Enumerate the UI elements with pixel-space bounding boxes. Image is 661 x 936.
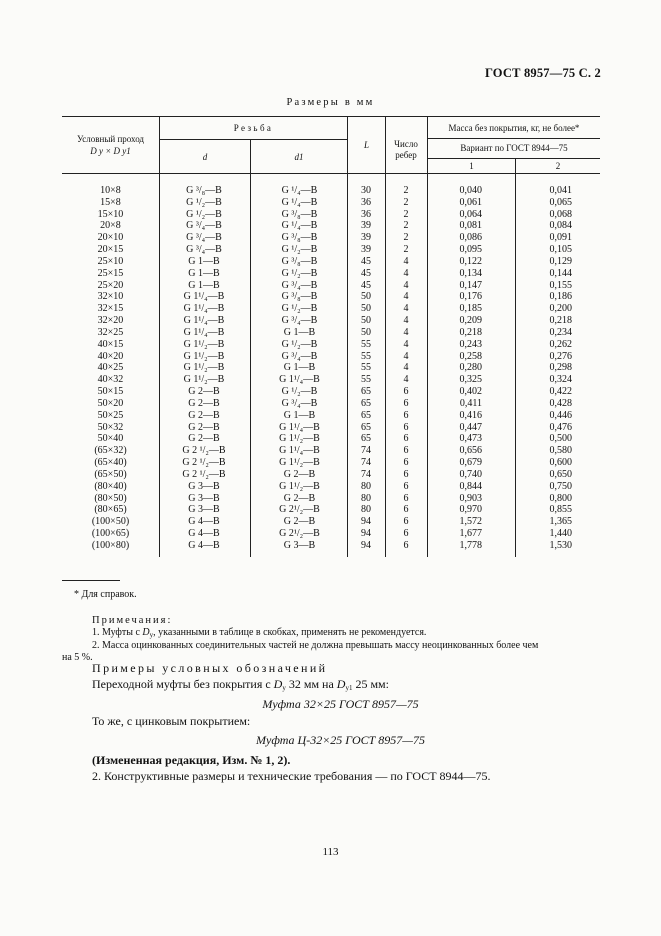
cell-d: G 2—B [188,421,220,433]
cell-ribs: 4 [403,303,409,315]
cell-L: 50 [361,315,371,327]
cell-L: 65 [361,397,371,409]
cell-L: 65 [361,386,371,398]
cell-d1: G 1¹/₄—B [279,445,320,457]
cell-d1: G 1¹/₄—B [279,374,320,386]
cell-d: G 2—B [188,433,220,445]
cell-d1: G 1—B [283,326,316,338]
cell-ribs: 4 [403,279,409,291]
cell-mass-1: 0,147 [459,279,482,291]
cell-L: 80 [361,480,371,492]
cell-ribs: 2 [403,185,409,196]
cell-ribs: 4 [403,291,409,303]
cell-mass-2: 0,084 [549,220,572,232]
cell-mass-1: 0,061 [459,196,482,208]
cell-L: 50 [361,291,371,303]
cell-mass-2: 0,068 [549,208,572,220]
cell-size: 32×20 [97,315,124,327]
col-variant-2: 2 [555,161,561,171]
cell-L: 55 [361,362,371,374]
cell-size: (100×65) [91,528,130,540]
cell-d1: G ¹/₄—B [281,196,318,208]
cell-mass-2: 0,422 [549,386,572,398]
cell-mass-1: 0,740 [459,468,482,480]
cell-ribs: 2 [403,220,409,232]
cell-mass-1: 1,572 [459,516,482,528]
cell-d: G 2 ¹/₂—B [182,457,226,469]
cell-mass-1: 0,325 [459,374,482,386]
cell-mass-1: 0,176 [459,291,482,303]
cell-size: (65×32) [94,445,127,457]
cell-size: (80×50) [94,492,127,504]
cell-d: G 3—B [188,480,220,492]
cell-size: (100×50) [91,516,130,528]
cell-d: G ¹/₂—B [186,208,222,220]
footnote: * Для справок. [74,589,137,600]
cell-mass-1: 0,122 [459,255,482,267]
example-1-text: Переходной муфты без покрытия с $D_y$ 32 мм на $D_{y1}$ 25 мм: [92,677,389,692]
cell-size: 32×25 [97,326,124,338]
cell-L: 36 [361,208,371,220]
cell-d: G 1¹/₄—B [183,303,225,315]
example-2-designation: Муфта Ц-32×25 ГОСТ 8957—75 [256,733,425,747]
cell-d1: G ¹/₂—B [281,267,318,279]
cell-L: 39 [361,232,371,244]
cell-ribs: 4 [403,362,409,374]
cell-mass-2: 1,365 [549,516,572,528]
cell-L: 36 [361,196,371,208]
cell-mass-1: 0,844 [459,480,482,492]
cell-L: 39 [361,244,371,256]
cell-ribs: 4 [403,374,409,386]
cell-size: 15×10 [97,208,124,220]
cell-mass-2: 0,580 [549,445,572,457]
dimensions-caption: Размеры в мм [286,97,375,108]
cell-mass-2: 0,446 [549,409,572,421]
cell-mass-1: 0,040 [459,185,482,196]
cell-d: G ³/₄—B [186,220,222,232]
cell-ribs: 2 [403,244,409,256]
cell-d1: G ³/₄—B [281,350,318,362]
cell-ribs: 2 [403,208,409,220]
page-number: 113 [322,846,339,858]
cell-mass-1: 0,081 [459,220,482,232]
cell-d: G 1¹/₂—B [183,338,225,350]
cell-mass-1: 0,185 [459,303,482,315]
cell-size: 20×8 [100,220,121,232]
cell-d: G 1¹/₄—B [183,291,225,303]
cell-d1: G 1¹/₂—B [279,433,320,445]
cell-mass-1: 0,679 [459,457,482,469]
cell-ribs: 6 [403,386,409,398]
col-size-label: Условный проход [76,134,145,144]
cell-size: (80×65) [94,504,127,516]
cell-d: G 4—B [188,539,220,551]
cell-d1: G ¹/₄—B [281,185,318,196]
cell-mass-2: 0,650 [549,468,572,480]
cell-mass-2: 0,324 [549,374,572,386]
cell-mass-1: 1,778 [459,539,482,551]
cell-size: 50×40 [97,433,124,445]
cell-L: 65 [361,421,371,433]
cell-d: G 1¹/₄—B [183,315,225,327]
cell-L: 50 [361,326,371,338]
col-d: d [202,152,208,162]
cell-mass-1: 0,134 [459,267,482,279]
cell-mass-2: 0,200 [549,303,572,315]
cell-mass-1: 0,402 [459,386,482,398]
cell-d1: G 1¹/₂—B [279,457,320,469]
cell-L: 74 [361,468,371,480]
cell-ribs: 6 [403,492,409,504]
cell-size: 25×10 [97,255,124,267]
cell-size: 15×8 [100,196,121,208]
cell-d1: G 1—B [283,409,316,421]
cell-mass-1: 0,218 [459,326,482,338]
cell-L: 30 [361,185,371,196]
cell-L: 80 [361,504,371,516]
cell-L: 50 [361,303,371,315]
cell-d: G 1—B [188,255,220,267]
col-thread-group: Резьба [233,123,274,133]
cell-ribs: 6 [403,516,409,528]
cell-d: G ¹/₂—B [186,196,222,208]
cell-L: 94 [361,516,371,528]
cell-ribs: 4 [403,338,409,350]
cell-mass-1: 0,447 [459,421,482,433]
cell-ribs: 6 [403,480,409,492]
cell-d: G 4—B [188,528,220,540]
cell-d: G 1¹/₄—B [183,326,225,338]
cell-ribs: 6 [403,421,409,433]
cell-d: G 1—B [188,279,220,291]
cell-size: 25×15 [97,267,124,279]
col-L: L [363,140,369,150]
col-mass-group: Масса без покрытия, кг, не более* [448,123,580,133]
cell-mass-2: 1,440 [549,528,572,540]
cell-L: 65 [361,409,371,421]
examples-title: Примеры условных обозначений [92,661,328,675]
example-2-text: То же, с цинковым покрытием: [92,714,251,728]
cell-mass-2: 0,144 [549,267,572,279]
cell-d1: G ¹/₂—B [281,338,318,350]
cell-mass-2: 0,855 [549,504,572,516]
cell-size: 40×25 [97,362,124,374]
cell-size: (80×40) [94,480,127,492]
cell-mass-1: 0,416 [459,409,482,421]
cell-d1: G 2—B [283,492,316,504]
cell-ribs: 4 [403,255,409,267]
cell-d1: G ¹/₂—B [281,244,318,256]
cell-L: 45 [361,255,371,267]
page-header: ГОСТ 8957—75 С. 2 [484,66,601,80]
cell-mass-2: 0,091 [549,232,572,244]
cell-size: 40×32 [97,374,124,386]
note-1: 1. Муфты с $D_y$, указанными в таблице в скобках, применять не рекомендуется. [92,627,427,639]
cell-L: 94 [361,528,371,540]
notes-title: Примечания: [92,615,173,626]
cell-ribs: 4 [403,315,409,327]
cell-size: 32×10 [97,291,124,303]
cell-mass-2: 0,041 [549,185,572,196]
cell-size: 20×10 [97,232,124,244]
edition-note: (Измененная редакция, Изм. № 1, 2). [92,753,291,767]
cell-L: 74 [361,445,371,457]
cell-size: 25×20 [97,279,124,291]
cell-mass-2: 0,750 [549,480,572,492]
cell-ribs: 6 [403,409,409,421]
cell-d: G 2 ¹/₂—B [182,445,226,457]
cell-d: G 2 ¹/₂—B [182,468,226,480]
cell-mass-2: 0,276 [549,350,572,362]
cell-ribs: 6 [403,433,409,445]
cell-ribs: 2 [403,232,409,244]
cell-d: G 1¹/₂—B [183,362,225,374]
cell-mass-1: 1,677 [459,528,482,540]
cell-mass-1: 0,970 [459,504,482,516]
cell-mass-1: 0,209 [459,315,482,327]
example-1-designation: Муфта 32×25 ГОСТ 8957—75 [262,697,419,711]
cell-d1: G 1¹/₄—B [279,421,320,433]
cell-ribs: 6 [403,528,409,540]
cell-ribs: 6 [403,504,409,516]
cell-d1: G 3—B [283,539,316,551]
cell-mass-2: 0,600 [549,457,572,469]
cell-d: G ³/₄—B [186,244,222,256]
cell-size: 40×20 [97,350,124,362]
cell-size: 10×8 [100,185,121,196]
cell-mass-1: 0,243 [459,338,482,350]
cell-d1: G ¹/₂—B [281,386,318,398]
cell-size: (65×40) [94,457,127,469]
cell-mass-1: 0,411 [459,397,482,409]
cell-mass-1: 0,473 [459,433,482,445]
cell-mass-2: 0,065 [549,196,572,208]
cell-mass-1: 0,280 [459,362,482,374]
cell-mass-2: 0,476 [549,421,572,433]
cell-L: 94 [361,539,371,551]
cell-d: G 1¹/₂—B [183,350,225,362]
footnote-rule [62,580,120,581]
cell-mass-1: 0,903 [459,492,482,504]
cell-d: G 3—B [188,504,220,516]
cell-d: G 2—B [188,397,220,409]
cell-d1: G 2—B [283,516,316,528]
cell-size: (65×50) [94,468,127,480]
cell-mass-2: 0,105 [549,244,572,256]
point-2: 2. Конструктивные размеры и технические требования — по ГОСТ 8944—75. [92,769,491,783]
cell-mass-1: 0,086 [459,232,482,244]
cell-d1: G ³/₈—B [281,291,318,303]
col-ribs: Число ребер [394,139,418,160]
col-size-symbols: D y × D y1 [90,146,131,156]
col-variant: Вариант по ГОСТ 8944—75 [460,143,568,153]
cell-d1: G ¹/₄—B [281,220,318,232]
note-2: 2. Масса оцинкованных соединительных частей не должна превышать массу неоцинкованных более чем [92,640,539,651]
cell-mass-1: 0,095 [459,244,482,256]
cell-d1: G 1—B [283,362,316,374]
cell-ribs: 6 [403,468,409,480]
cell-d1: G ³/₈—B [281,232,318,244]
cell-d: G 1—B [188,267,220,279]
cell-ribs: 4 [403,267,409,279]
cell-mass-2: 0,298 [549,362,572,374]
cell-mass-1: 0,258 [459,350,482,362]
cell-d1: G 2¹/₂—B [279,504,320,516]
cell-d1: G ³/₈—B [281,255,318,267]
col-variant-1: 1 [469,161,474,171]
cell-L: 65 [361,433,371,445]
cell-L: 55 [361,374,371,386]
cell-L: 39 [361,220,371,232]
cell-size: 50×32 [97,421,124,433]
cell-ribs: 6 [403,445,409,457]
cell-d1: G ³/₄—B [281,315,318,327]
cell-mass-2: 0,129 [549,255,572,267]
cell-L: 74 [361,457,371,469]
cell-mass-1: 0,656 [459,445,482,457]
cell-ribs: 6 [403,457,409,469]
cell-size: 20×15 [97,244,124,256]
cell-d: G 2—B [188,409,220,421]
cell-mass-2: 0,500 [549,433,572,445]
cell-size: 40×15 [97,338,124,350]
cell-mass-2: 0,800 [549,492,572,504]
cell-mass-2: 0,155 [549,279,572,291]
cell-d: G ³/₄—B [186,232,222,244]
cell-L: 80 [361,492,371,504]
cell-d: G 2—B [188,386,220,398]
cell-mass-2: 0,186 [549,291,572,303]
cell-size: 50×20 [97,397,124,409]
note-2-cont: на 5 %. [62,652,93,663]
cell-mass-2: 0,262 [549,338,572,350]
cell-d: G ³/₈—B [186,185,222,196]
cell-L: 45 [361,267,371,279]
cell-ribs: 2 [403,196,409,208]
cell-d: G 1¹/₂—B [183,374,225,386]
cell-d1: G ¹/₂—B [281,303,318,315]
cell-size: 50×15 [97,386,124,398]
cell-mass-2: 1,530 [549,539,572,551]
cell-ribs: 6 [403,397,409,409]
cell-mass-1: 0,064 [459,208,482,220]
cell-mass-2: 0,234 [549,326,572,338]
cell-ribs: 4 [403,326,409,338]
cell-size: 32×15 [97,303,124,315]
cell-L: 45 [361,279,371,291]
cell-size: (100×80) [91,539,130,551]
cell-L: 55 [361,338,371,350]
cell-ribs: 4 [403,350,409,362]
cell-d: G 3—B [188,492,220,504]
cell-L: 55 [361,350,371,362]
cell-d: G 4—B [188,516,220,528]
cell-d1: G 2¹/₂—B [279,528,320,540]
cell-ribs: 6 [403,539,409,551]
col-d1: d1 [294,152,304,162]
cell-size: 50×25 [97,409,124,421]
cell-mass-2: 0,428 [549,397,572,409]
cell-d1: G 1¹/₂—B [279,480,320,492]
cell-d1: G ³/₈—B [281,208,318,220]
cell-d1: G 2—B [283,468,316,480]
cell-mass-2: 0,218 [549,315,572,327]
cell-d1: G ³/₄—B [281,279,318,291]
cell-d1: G ³/₄—B [281,397,318,409]
